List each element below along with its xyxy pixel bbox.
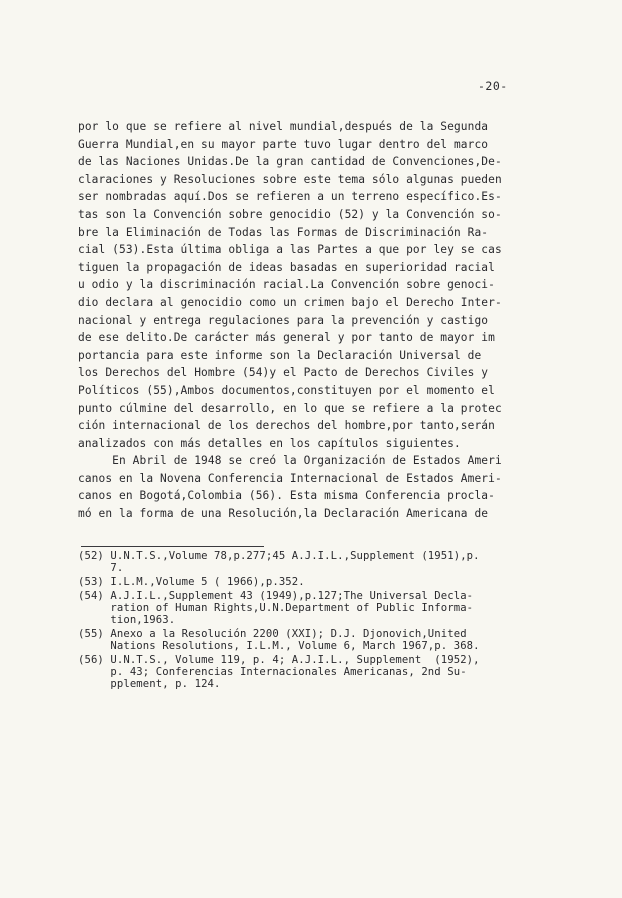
footnote-separator	[81, 546, 264, 547]
body-line: por lo que se refiere al nivel mundial,después de la Segunda	[78, 120, 489, 133]
footnote-line: tion,1963.	[78, 613, 176, 626]
body-line: ción internacional de los derechos del hombre,por tanto,serán	[78, 419, 495, 433]
footnote-line: (53) I.L.M.,Volume 5 ( 1966),p.352.	[78, 575, 305, 588]
footnote-line: (54) A.J.I.L.,Supplement 43 (1949),p.127;The Universal Decla-	[78, 589, 474, 602]
body-line: ser nombradas aquí.Dos se refieren a un terreno específico.Es-	[78, 190, 502, 204]
footnote-line: (56) U.N.T.S., Volume 119, p. 4; A.J.I.L., Supplement (1952),	[78, 653, 480, 666]
body-line: mó en la forma de una Resolución,la Declaración Americana de	[78, 507, 489, 521]
body-line: tas son la Convención sobre genocidio (52) y la Convención so-	[78, 207, 502, 221]
body-line: nacional y entrega regulaciones para la prevención y castigo	[78, 313, 489, 327]
body-line: de las Naciones Unidas.De la gran cantidad de Convenciones,De-	[78, 155, 502, 169]
footnote-line: pplement, p. 124.	[78, 677, 221, 690]
body-line: canos en Bogotá,Colombia (56). Esta misma Conferencia procla-	[78, 489, 495, 503]
body-line: bre la Eliminación de Todas las Formas de Discriminación Ra-	[78, 225, 489, 239]
body-line: tiguen la propagación de ideas basadas en superioridad racial	[78, 260, 495, 274]
body-line: cial (53).Esta última obliga a las Partes a que por ley se cas	[78, 243, 502, 257]
body-line: punto cúlmine del desarrollo, en lo que se refiere a la protec	[78, 401, 502, 415]
body-line: analizados con más detalles en los capítulos siguientes.	[78, 436, 461, 450]
body-line: claraciones y Resoluciones sobre este tema sólo algunas pueden	[78, 172, 502, 186]
body-line: En Abril de 1948 se creó la Organización de Estados Ameri	[78, 454, 502, 468]
footnote-line: Nations Resolutions, I.L.M., Volume 6, March 1967,p. 368.	[78, 639, 480, 652]
body-line: Guerra Mundial,en su mayor parte tuvo lugar dentro del marco	[78, 137, 489, 151]
footnote-line: p. 43; Conferencias Internacionales Americanas, 2nd Su-	[78, 665, 467, 678]
body-line: dio declara al genocidio como un crimen bajo el Derecho Inter-	[78, 295, 502, 309]
body-line: Políticos (55),Ambos documentos,constituyen por el momento el	[78, 383, 495, 397]
footnote-line: (52) U.N.T.S.,Volume 78,p.277;45 A.J.I.L.,Supplement (1951),p.	[78, 550, 480, 562]
footnotes	[78, 550, 548, 690]
body-line: portancia para este informe son la Declaración Universal de	[78, 348, 482, 362]
body-line: canos en la Novena Conferencia Internacional de Estados Ameri-	[78, 471, 502, 485]
footnote-line: (55) Anexo a la Resolución 2200 (XXI); D.J. Djonovich,United	[78, 627, 467, 640]
footnote-line: ration of Human Rights,U.N.Department of Public Informa-	[78, 601, 474, 614]
page-number: -20-	[478, 79, 508, 93]
body-text	[78, 118, 548, 523]
body-line: de ese delito.De carácter más general y por tanto de mayor im	[78, 331, 495, 345]
body-line: los Derechos del Hombre (54)y el Pacto de Derechos Civiles y	[78, 366, 489, 380]
footnote-line: 7.	[78, 562, 124, 575]
body-line: u odio y la discriminación racial.La Convención sobre genoci-	[78, 278, 495, 292]
